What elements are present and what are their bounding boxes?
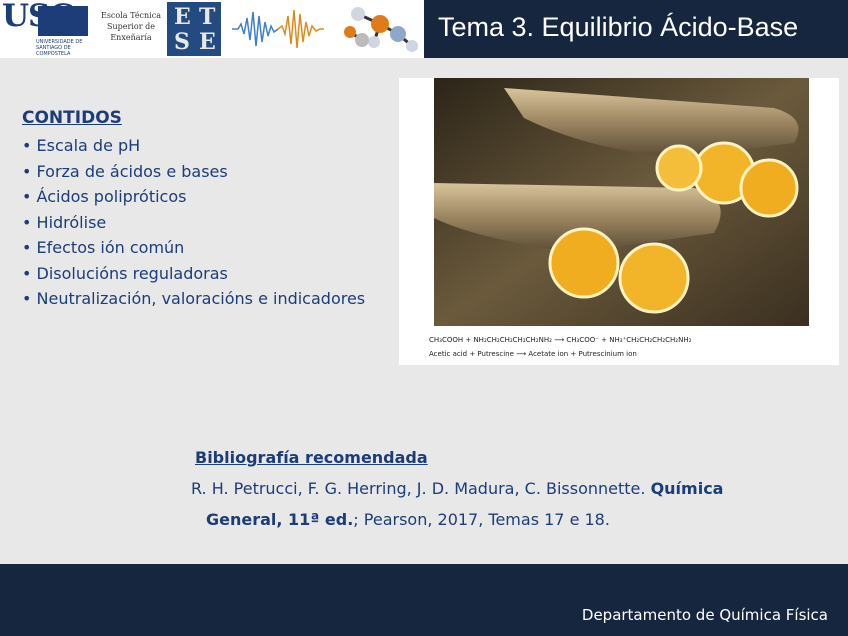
footer-bar: [0, 564, 848, 636]
etse-logo: [167, 2, 221, 56]
etse-letter: E: [199, 29, 216, 55]
usc-logo-text: USC: [2, 0, 74, 34]
equation-names: Acetic acid + Putrescine ⟶ Acetate ion + Putrescinium ion: [429, 350, 637, 358]
usc-subtitle: UNIVERSIDADE DE SANTIAGO DE COMPOSTELA: [36, 39, 83, 57]
contents-list: [22, 133, 365, 312]
etse-line-1: Escola Técnica: [100, 11, 161, 20]
list-item: • Neutralización, valoracións e indicadores: [22, 286, 365, 312]
figure-card: [399, 78, 839, 365]
list-item: • Forza de ácidos e bases: [22, 159, 365, 185]
logo-strip: [0, 0, 424, 58]
etse-letter: S: [174, 29, 190, 55]
contents-heading: CONTIDOS: [22, 108, 122, 128]
etse-letter: T: [199, 4, 216, 30]
list-item: • Ácidos polipróticos: [22, 184, 365, 210]
bibliography-edition: General, 11ª ed.: [206, 510, 354, 529]
molecule-icon: [340, 2, 420, 56]
fish-photo: [434, 78, 809, 326]
etse-letter: E: [174, 4, 191, 30]
header-bar: [0, 0, 848, 58]
equation-formula: CH₃COOH + NH₂CH₂CH₂CH₂CH₂NH₂ ⟶ CH₃COO⁻ + NH₃⁺CH₂CH₂CH₂CH₂NH₂: [429, 336, 692, 344]
list-item: • Efectos ión común: [22, 235, 365, 261]
bibliography-publisher: ; Pearson, 2017, Temas 17 e 18.: [353, 510, 610, 529]
department-label: Departamento de Química Física: [581, 606, 828, 624]
slide-title: Tema 3. Equilibrio Ácido-Base: [438, 12, 799, 42]
etse-text: [98, 10, 164, 43]
etse-line-3: Enxeñaría: [110, 33, 152, 42]
bibliography-book-title: Química: [650, 479, 724, 498]
waveform-icon: [232, 4, 324, 54]
list-item: • Escala de pH: [22, 133, 365, 159]
bibliography-heading: Bibliografía recomendada: [195, 448, 428, 467]
list-item: • Hidrólise: [22, 210, 365, 236]
bibliography-line-2: [206, 510, 610, 529]
bibliography-line-1: [191, 479, 723, 498]
usc-logo: [2, 2, 90, 56]
list-item: • Disolucións reguladoras: [22, 261, 365, 287]
etse-line-2: Superior de: [107, 22, 155, 31]
bibliography-authors: R. H. Petrucci, F. G. Herring, J. D. Madura, C. Bissonnette.: [191, 479, 651, 498]
